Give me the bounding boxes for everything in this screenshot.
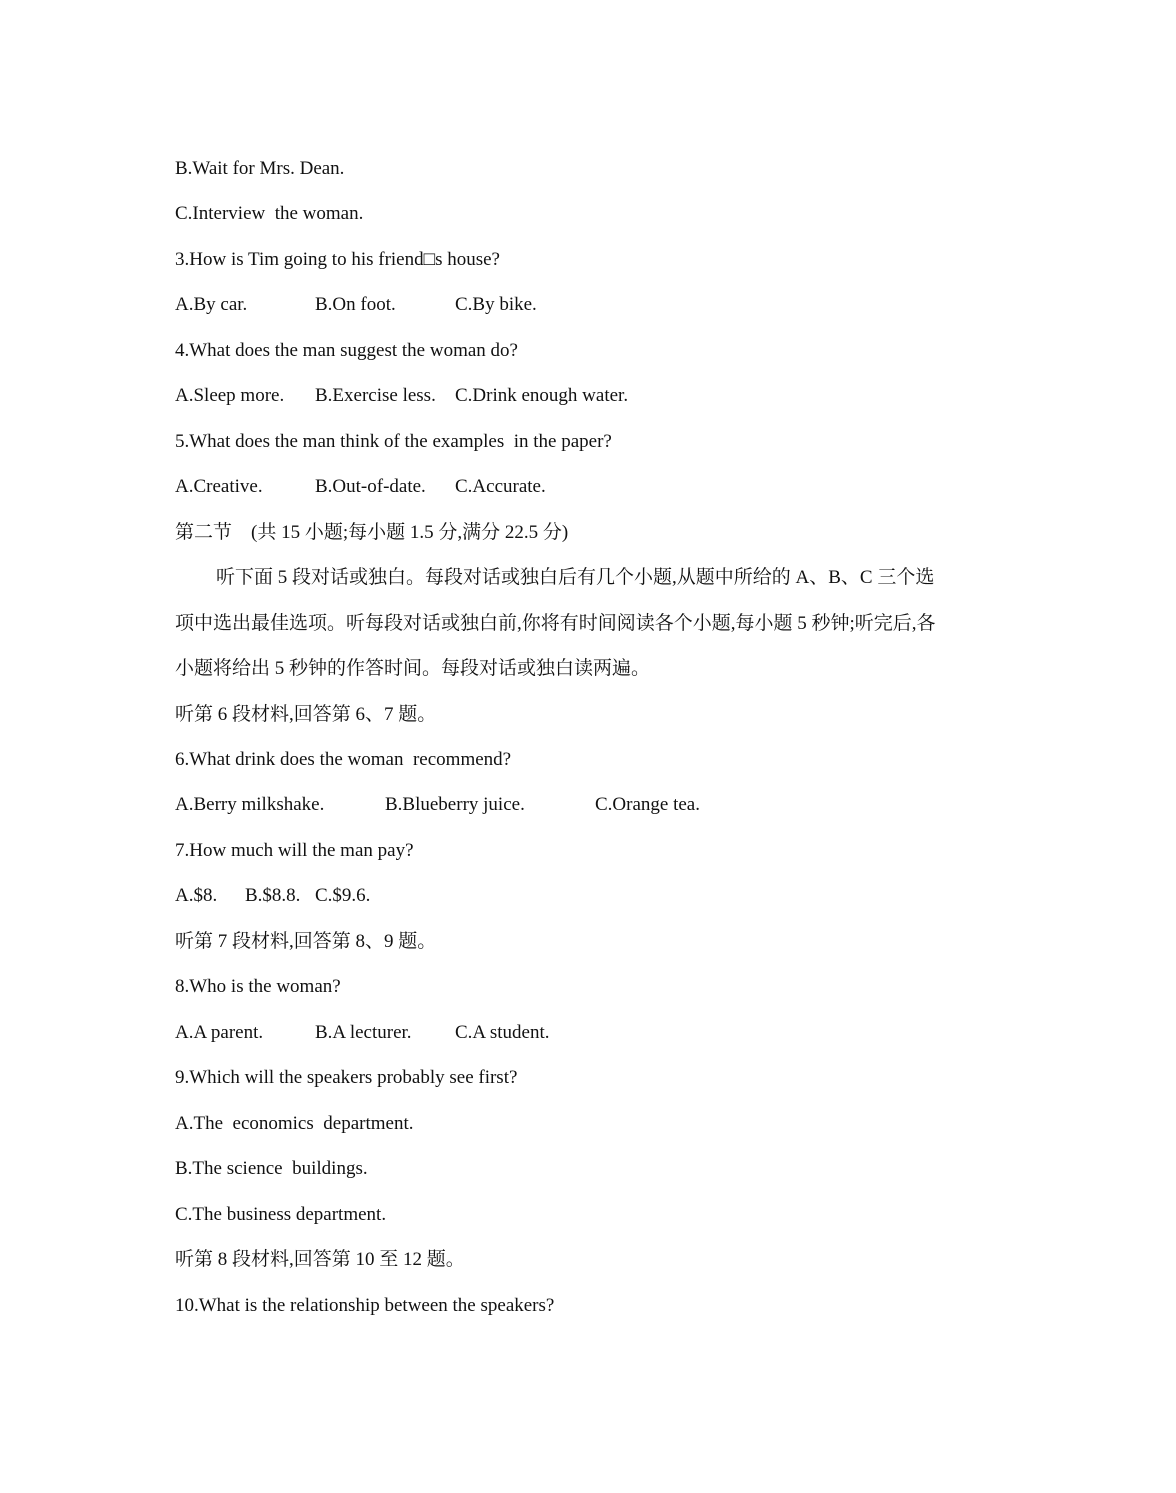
- option-2b: B.Wait for Mrs. Dean.: [175, 158, 345, 179]
- option-6a: A.Berry milkshake.: [175, 794, 325, 815]
- option-4b: B.Exercise less.: [315, 385, 436, 406]
- option-8c: C.A student.: [455, 1022, 550, 1043]
- question-5: 5.What does the man think of the examples in the paper?: [175, 431, 612, 452]
- instructions-line-2: 项中选出最佳选项。听每段对话或独白前,你将有时间阅读各个小题,每小题 5 秒钟;听完后,各: [175, 613, 936, 634]
- option-6b: B.Blueberry juice.: [385, 794, 525, 815]
- question-9: 9.Which will the speakers probably see first?: [175, 1067, 518, 1088]
- option-9a: A.The economics department.: [175, 1113, 414, 1134]
- option-9c: C.The business department.: [175, 1204, 387, 1225]
- option-4a: A.Sleep more.: [175, 385, 285, 406]
- option-7b: B.$8.8.: [245, 885, 301, 906]
- instructions-line-1: 听下面 5 段对话或独白。每段对话或独白后有几个小题,从题中所给的 A、B、C 三个选: [216, 567, 935, 588]
- option-5b: B.Out-of-date.: [315, 476, 426, 497]
- question-8-options: [175, 1021, 549, 1045]
- option-2c: C.Interview the woman.: [175, 203, 364, 224]
- option-9b: B.The science buildings.: [175, 1158, 368, 1179]
- option-8b: B.A lecturer.: [315, 1022, 412, 1043]
- question-4: 4.What does the man suggest the woman do?: [175, 340, 518, 361]
- question-6: 6.What drink does the woman recommend?: [175, 749, 512, 770]
- option-4c: C.Drink enough water.: [455, 385, 629, 406]
- question-10: 10.What is the relationship between the speakers?: [175, 1295, 555, 1316]
- instructions-line-3: 小题将给出 5 秒钟的作答时间。每段对话或独白读两遍。: [175, 658, 651, 679]
- question-7-options: [175, 884, 370, 908]
- question-6-options: [175, 793, 700, 817]
- option-7c: C.$9.6.: [315, 885, 371, 906]
- option-5a: A.Creative.: [175, 476, 263, 497]
- option-3c: C.By bike.: [455, 294, 537, 315]
- option-3a: A.By car.: [175, 294, 248, 315]
- question-3-options: [175, 293, 537, 317]
- question-3: 3.How is Tim going to his friend□s house?: [175, 249, 500, 270]
- option-3b: B.On foot.: [315, 294, 396, 315]
- option-7a: A.$8.: [175, 885, 218, 906]
- question-5-options: [175, 475, 546, 499]
- question-8: 8.Who is the woman?: [175, 976, 341, 997]
- material-8-heading: 听第 8 段材料,回答第 10 至 12 题。: [175, 1249, 465, 1270]
- material-7-heading: 听第 7 段材料,回答第 8、9 题。: [175, 931, 437, 952]
- question-7: 7.How much will the man pay?: [175, 840, 414, 861]
- question-4-options: [175, 384, 628, 408]
- option-6c: C.Orange tea.: [595, 794, 700, 815]
- option-8a: A.A parent.: [175, 1022, 264, 1043]
- material-6-heading: 听第 6 段材料,回答第 6、7 题。: [175, 704, 437, 725]
- option-5c: C.Accurate.: [455, 476, 546, 497]
- section-heading: 第二节 (共 15 小题;每小题 1.5 分,满分 22.5 分): [175, 522, 569, 543]
